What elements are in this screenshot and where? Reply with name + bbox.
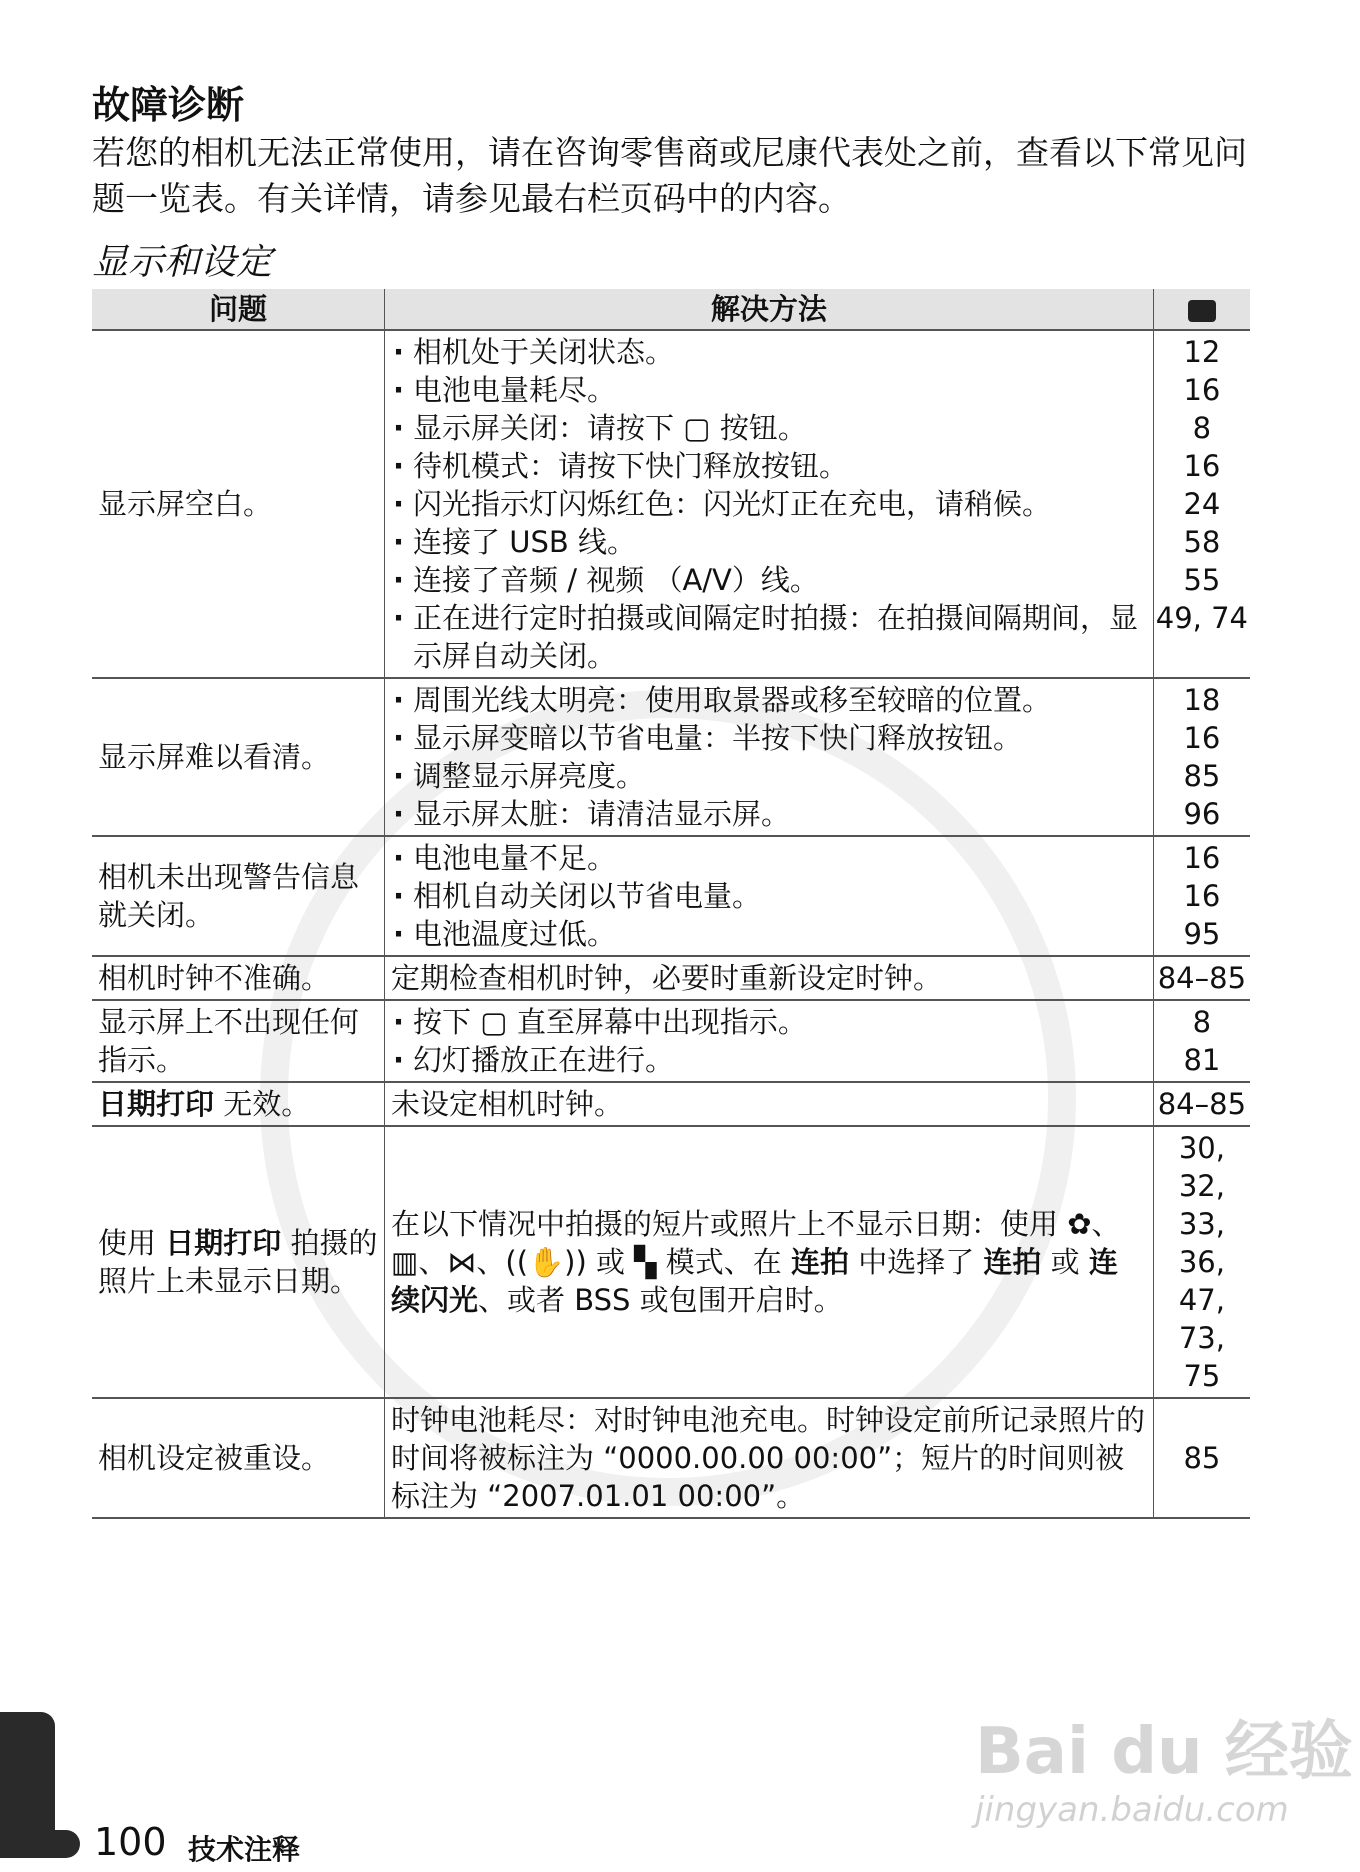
page-cell xyxy=(1153,1000,1250,1082)
intro-paragraph: 若您的相机无法正常使用，请在咨询零售商或尼康代表处之前，查看以下常见问题一览表。有关详情，请参见最右栏页码中的内容。 xyxy=(92,133,1247,218)
solution-item: · 幻灯播放正在进行。 xyxy=(391,1041,1147,1079)
menu-term: 日期打印 xyxy=(98,1087,215,1121)
page-ref: 16 xyxy=(1183,879,1221,913)
solution-cell: 定期检查相机时钟，必要时重新设定时钟。 xyxy=(385,956,1154,1000)
problem-text: 无效。 xyxy=(214,1087,311,1121)
page-ref: 58 xyxy=(1183,525,1221,559)
page-ref: 85 xyxy=(1183,1441,1221,1475)
solution-text: 在以下情况中拍摄的短片或照片上不显示日期：使用 ✿、▥、⋈、((✋)) 或 ▚ 模式、在 xyxy=(391,1207,1121,1279)
solution-cell xyxy=(385,330,1154,678)
page-title: 故障诊断 xyxy=(92,83,245,127)
page-ref: 33, 36, xyxy=(1178,1207,1225,1279)
solution-item: · 连接了 USB 线。 xyxy=(391,523,1147,561)
solution-item: · 闪光指示灯闪烁红色：闪光灯正在充电，请稍候。 xyxy=(391,485,1147,523)
page-ref: 47, 73, xyxy=(1178,1283,1225,1355)
page-ref: 96 xyxy=(1183,797,1221,831)
menu-term: 连拍 xyxy=(983,1245,1042,1279)
page-ref: 18 xyxy=(1183,683,1221,717)
table-row xyxy=(92,1126,1250,1398)
page-cell xyxy=(1153,1126,1250,1398)
table-row xyxy=(92,1000,1250,1082)
problem-text: 使用 xyxy=(98,1226,166,1260)
problem-text: 拍摄的照片上未显示日期。 xyxy=(98,1226,378,1298)
problem-cell xyxy=(92,1126,385,1398)
page-ref: 8 xyxy=(1192,411,1212,445)
solution-text: 、或者 BSS 或包围开启时。 xyxy=(478,1283,843,1317)
solution-cell xyxy=(385,678,1154,836)
solution-item: · 电池电量不足。 xyxy=(391,839,1147,877)
table-row xyxy=(92,1082,1250,1126)
solution-cell: 时钟电池耗尽：对时钟电池充电。时钟设定前所记录照片的时间将被标注为 “0000.00.00 00:00”；短片的时间则被标注为 “2007.01.01 00:00”。 xyxy=(385,1398,1154,1518)
table-row xyxy=(92,678,1250,836)
solution-cell: 未设定相机时钟。 xyxy=(385,1082,1154,1126)
solution-item: · 电池温度过低。 xyxy=(391,915,1147,953)
page-cell xyxy=(1153,836,1250,956)
page-ref: 49, 74 xyxy=(1155,601,1249,635)
solution-item: · 调整显示屏亮度。 xyxy=(391,757,1147,795)
solution-item: · 正在进行定时拍摄或间隔定时拍摄：在拍摄间隔期间，显示屏自动关闭。 xyxy=(391,599,1147,675)
solution-cell xyxy=(385,836,1154,956)
header-page xyxy=(1153,289,1250,330)
problem-cell: 相机时钟不准确。 xyxy=(92,956,385,1000)
page-ref: 55 xyxy=(1183,563,1221,597)
page-ref: 84–85 xyxy=(1157,961,1247,995)
menu-term: 连拍 xyxy=(790,1245,849,1279)
solution-cell xyxy=(385,1126,1154,1398)
page-number: 100 xyxy=(94,1820,167,1864)
solution-item: · 按下 ▢ 直至屏幕中出现指示。 xyxy=(391,1003,1147,1041)
page-ref: 16 xyxy=(1183,721,1221,755)
page-cell xyxy=(1153,1082,1250,1126)
problem-cell: 显示屏难以看清。 xyxy=(92,678,385,836)
solution-item: · 连接了音频 / 视频 （A/V）线。 xyxy=(391,561,1147,599)
footer-section: 技术注释 xyxy=(188,1833,301,1866)
page-cell xyxy=(1153,330,1250,678)
page-ref: 24 xyxy=(1183,487,1221,521)
page-cell xyxy=(1153,956,1250,1000)
page-ref: 85 xyxy=(1183,759,1221,793)
solution-item: · 显示屏变暗以节省电量：半按下快门释放按钮。 xyxy=(391,719,1147,757)
solution-cell xyxy=(385,1000,1154,1082)
solution-text: 中选择了 xyxy=(848,1245,984,1279)
menu-term: 连续闪光 xyxy=(391,1245,1118,1317)
page-ref: 12 xyxy=(1183,335,1221,369)
chapter-tab-bar xyxy=(0,1830,80,1858)
header-solution: 解决方法 xyxy=(385,289,1154,330)
page-ref: 81 xyxy=(1183,1043,1221,1077)
page-ref: 75 xyxy=(1183,1359,1221,1393)
page-ref: 16 xyxy=(1183,841,1221,875)
solution-item: · 待机模式：请按下快门释放按钮。 xyxy=(391,447,1147,485)
problem-cell xyxy=(92,1082,385,1126)
table-row xyxy=(92,956,1250,1000)
page-ref: 95 xyxy=(1183,917,1221,951)
book-icon xyxy=(1188,300,1216,322)
solution-text: 或 xyxy=(1041,1245,1089,1279)
page-cell xyxy=(1153,678,1250,836)
problem-cell: 显示屏空白。 xyxy=(92,330,385,678)
page-ref: 8 xyxy=(1192,1005,1212,1039)
solution-item: · 相机处于关闭状态。 xyxy=(391,333,1147,371)
page-ref: 16 xyxy=(1183,373,1221,407)
table-row xyxy=(92,836,1250,956)
problem-cell: 显示屏上不出现任何指示。 xyxy=(92,1000,385,1082)
solution-item: · 周围光线太明亮：使用取景器或移至较暗的位置。 xyxy=(391,681,1147,719)
solution-item: · 电池电量耗尽。 xyxy=(391,371,1147,409)
page-ref: 84–85 xyxy=(1157,1087,1247,1121)
header-problem: 问题 xyxy=(92,289,385,330)
watermark-logo: Bai du 经验 xyxy=(975,1715,1353,1789)
table-row xyxy=(92,1398,1250,1518)
solution-item: · 显示屏关闭：请按下 ▢ 按钮。 xyxy=(391,409,1147,447)
troubleshooting-table xyxy=(92,289,1250,1519)
page-cell xyxy=(1153,1398,1250,1518)
table-row xyxy=(92,330,1250,678)
watermark-url: jingyan.baidu.com xyxy=(975,1790,1289,1830)
chapter-tab xyxy=(0,1712,55,1847)
solution-item: · 显示屏太脏：请清洁显示屏。 xyxy=(391,795,1147,833)
page-ref: 16 xyxy=(1183,449,1221,483)
solution-item: · 相机自动关闭以节省电量。 xyxy=(391,877,1147,915)
section-heading: 显示和设定 xyxy=(92,242,273,283)
problem-cell: 相机设定被重设。 xyxy=(92,1398,385,1518)
menu-term: 日期打印 xyxy=(165,1226,282,1260)
page-ref: 30, 32, xyxy=(1178,1131,1225,1203)
problem-cell: 相机未出现警告信息就关闭。 xyxy=(92,836,385,956)
